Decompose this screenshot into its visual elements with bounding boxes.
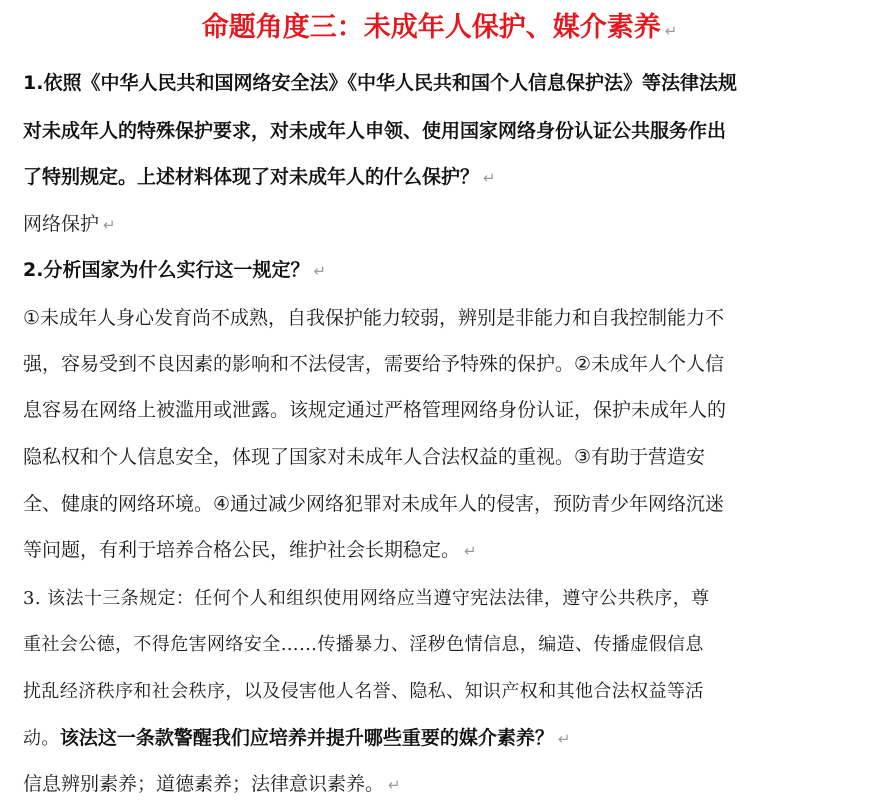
q3-question-text: 该法这一条款警醒我们应培养并提升哪些重要的媒介素养？ <box>59 727 554 749</box>
title-text: 命题角度三：未成年人保护、媒介素养 <box>201 12 661 43</box>
paragraph-mark-icon: ↵ <box>557 730 571 748</box>
q1-answer-text: 网络保护 <box>23 213 100 235</box>
q3-material-line-1: 3. 该法十三条规定：任何个人和组织使用网络应当遵守宪法法律，遵守公共秩序，尊 <box>23 588 710 609</box>
q2-answer-line-6-text: 等问题，有利于培养合格公民，维护社会长期稳定。 <box>23 539 461 561</box>
q2-answer-line-5: 全、健康的网络环境。④通过减少网络犯罪对未成年人的侵害，预防青少年网络沉迷 <box>23 493 725 515</box>
q3-answer <box>23 771 401 797</box>
paragraph-mark-icon: ↵ <box>464 542 477 560</box>
q2-answer-line-6 <box>23 537 477 563</box>
page-title <box>0 6 879 50</box>
q3-material-line-2: 重社会公德，不得危害网络安全……传播暴力、淫秽色情信息，编造、传播虚假信息 <box>23 634 704 655</box>
q1-line-1: 1.依照《中华人民共和国网络安全法》《中华人民共和国个人信息保护法》等法律法规 <box>23 72 737 94</box>
q1-answer <box>23 211 116 237</box>
q2-answer-line-4: 隐私权和个人信息安全，体现了国家对未成年人合法权益的重视。③有助于营造安 <box>23 446 706 468</box>
paragraph-mark-icon: ↵ <box>313 262 327 280</box>
q3-material-tail: 动。 <box>23 728 60 749</box>
q3-question-line <box>23 725 570 751</box>
q2-question-text: 2.分析国家为什么实行这一规定？ <box>23 259 310 281</box>
q1-line-3-text: 了特别规定。上述材料体现了对未成年人的什么保护？ <box>23 166 480 188</box>
q1-line-2: 对未成年人的特殊保护要求，对未成年人申领、使用国家网络身份认证公共服务作出 <box>23 120 727 142</box>
paragraph-mark-icon: ↵ <box>664 22 678 40</box>
q1-line-3 <box>23 164 496 190</box>
paragraph-mark-icon: ↵ <box>103 216 116 234</box>
q3-material-line-3: 扰乱经济秩序和社会秩序，以及侵害他人名誉、隐私、知识产权和其他合法权益等活 <box>23 681 704 702</box>
q2-answer-line-2: 强，容易受到不良因素的影响和不法侵害，需要给予特殊的保护。②未成年人个人信 <box>23 353 725 375</box>
q2-answer-line-3: 息容易在网络上被滥用或泄露。该规定通过严格管理网络身份认证，保护未成年人的 <box>23 399 727 421</box>
q3-answer-text: 信息辨别素养；道德素养；法律意识素养。 <box>23 773 385 795</box>
paragraph-mark-icon: ↵ <box>388 776 401 794</box>
paragraph-mark-icon: ↵ <box>483 169 496 187</box>
q2-answer-line-1: ①未成年人身心发育尚不成熟，自我保护能力较弱，辨别是非能力和自我控制能力不 <box>23 307 725 329</box>
q2-question <box>23 257 326 283</box>
